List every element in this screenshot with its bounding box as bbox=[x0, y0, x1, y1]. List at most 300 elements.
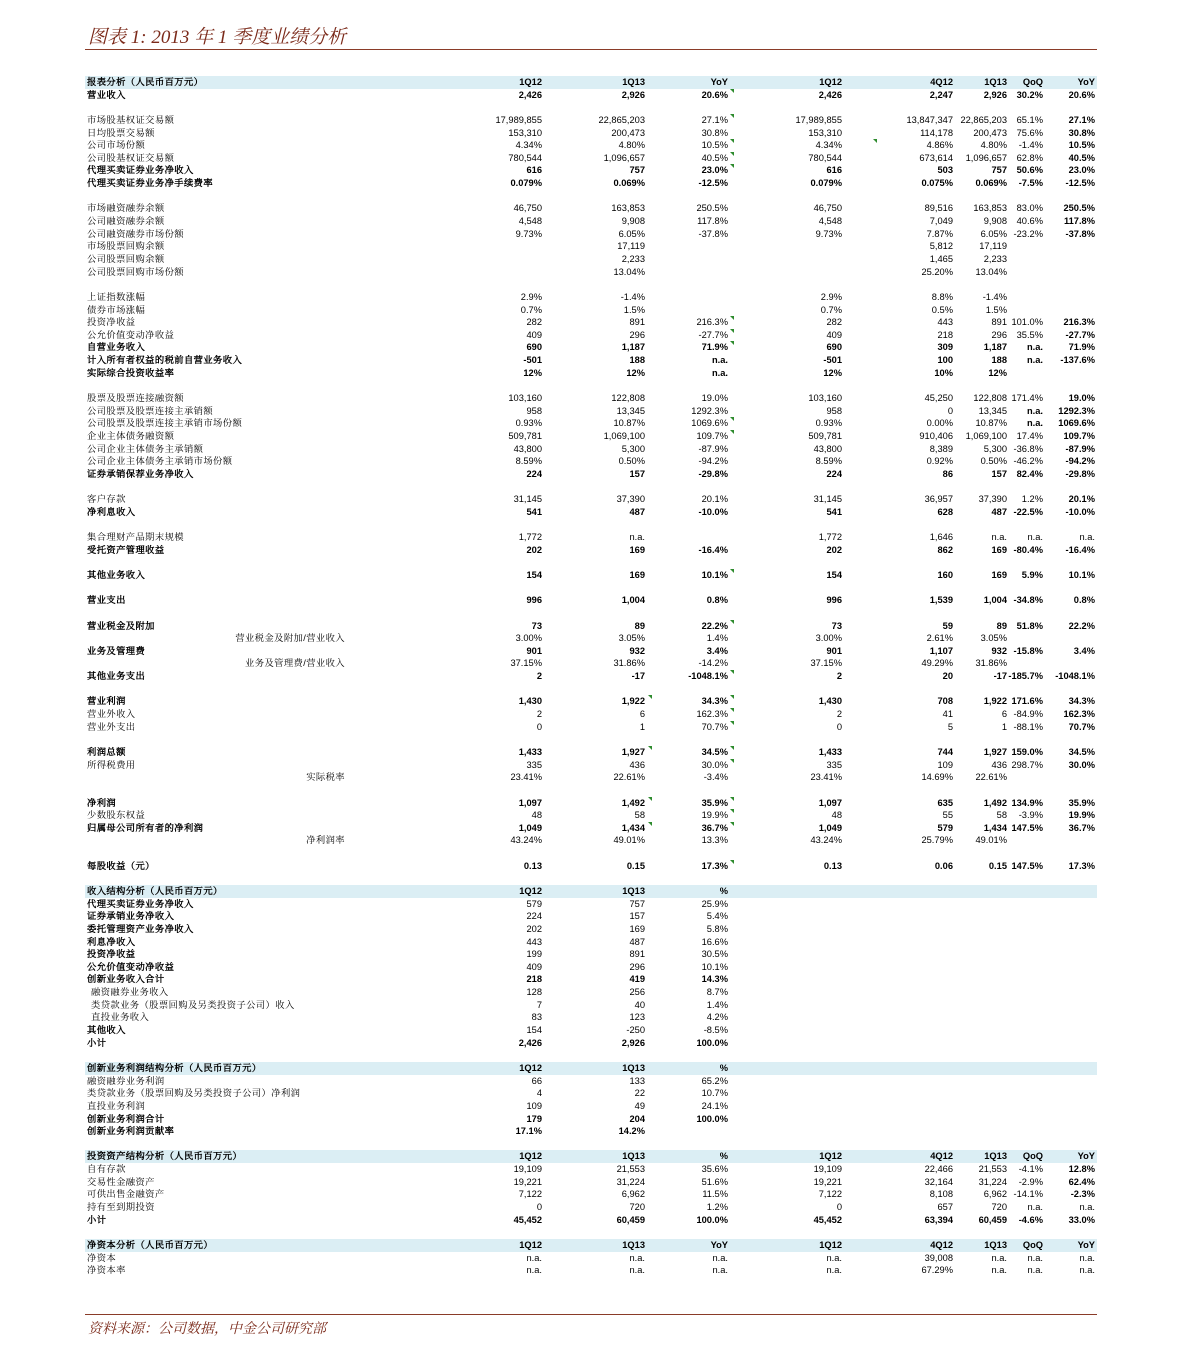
cell-col-6: 891 bbox=[991, 317, 1007, 328]
cell-col-6: 487 bbox=[991, 506, 1007, 517]
cell-col-5: 8,108 bbox=[929, 1189, 953, 1200]
spacer-row bbox=[85, 582, 1097, 595]
row-label: 市场股票回购余额 bbox=[87, 241, 165, 252]
row-label: 直投业务利润 bbox=[87, 1100, 146, 1111]
cell-col-4: 224 bbox=[826, 468, 842, 479]
cell-col-1: 4.34% bbox=[515, 140, 542, 151]
table-row bbox=[85, 1201, 1097, 1214]
cell-col-8: 117.8% bbox=[1063, 216, 1095, 227]
table-row bbox=[85, 1075, 1097, 1088]
cell-col-6: 58 bbox=[996, 810, 1007, 821]
table-row bbox=[85, 910, 1097, 923]
cell-col-1: 780,544 bbox=[508, 152, 542, 163]
cell-col-7: 30.2% bbox=[1016, 89, 1043, 100]
cell-col-6: 1,096,657 bbox=[965, 152, 1007, 163]
cell-col-3: 30.8% bbox=[701, 127, 728, 138]
cell-col-5: 4Q12 bbox=[930, 1151, 953, 1162]
cell-col-1: 73 bbox=[531, 620, 542, 631]
cell-col-7: QoQ bbox=[1022, 77, 1043, 87]
cell-col-3: 3.4% bbox=[706, 645, 728, 656]
cell-col-3: 36.7% bbox=[701, 822, 728, 833]
table-row bbox=[85, 1176, 1097, 1189]
cell-col-3: 5.8% bbox=[706, 923, 728, 934]
cell-col-2: 163,853 bbox=[611, 203, 645, 214]
cell-col-2: 757 bbox=[629, 898, 645, 909]
cell-col-1: 179 bbox=[526, 1113, 542, 1124]
cell-col-2: 49 bbox=[634, 1100, 645, 1111]
cell-col-3: 35.6% bbox=[701, 1164, 728, 1175]
row-label: 公司企业主体债务主承销市场份额 bbox=[87, 456, 233, 467]
table-row bbox=[85, 341, 1097, 354]
cell-col-7: n.a. bbox=[1026, 355, 1043, 366]
cell-col-1: 153,310 bbox=[508, 127, 542, 138]
cell-col-3: 0.8% bbox=[706, 595, 728, 606]
cell-col-4: 616 bbox=[826, 165, 842, 176]
cell-col-3: -94.2% bbox=[698, 456, 728, 467]
cell-col-5: 657 bbox=[937, 1202, 953, 1213]
cell-col-8: 10.5% bbox=[1068, 140, 1095, 151]
cell-col-2: 22 bbox=[634, 1088, 645, 1099]
cell-col-1: 2,426 bbox=[518, 89, 542, 100]
cell-col-2: 12% bbox=[626, 367, 645, 378]
spacer-row bbox=[85, 607, 1097, 620]
table-row bbox=[85, 594, 1097, 607]
cell-col-3: -16.4% bbox=[698, 544, 728, 555]
cell-col-6: 1 bbox=[1001, 721, 1007, 732]
cell-col-1: 1,430 bbox=[518, 696, 542, 707]
cell-col-2: 256 bbox=[629, 987, 645, 998]
cell-col-3: n.a. bbox=[711, 367, 728, 378]
cell-col-5: 89,516 bbox=[924, 203, 953, 214]
cell-col-2: 6 bbox=[639, 709, 645, 720]
cell-col-7: 101.0% bbox=[1011, 317, 1043, 328]
cell-col-2: 122,808 bbox=[611, 393, 645, 404]
cell-col-2: 296 bbox=[629, 961, 645, 972]
cell-col-3: n.a. bbox=[712, 1265, 728, 1276]
cell-col-1: 1Q12 bbox=[519, 886, 542, 896]
cell-col-8: 19.9% bbox=[1068, 810, 1095, 821]
cell-col-1: 1Q12 bbox=[519, 77, 542, 87]
cell-col-3: 11.5% bbox=[702, 1189, 728, 1200]
cell-col-4: 48 bbox=[831, 810, 842, 821]
cell-col-8: 0.8% bbox=[1073, 595, 1095, 606]
cell-col-6: 37,390 bbox=[978, 494, 1007, 505]
cell-col-6: 296 bbox=[991, 329, 1007, 340]
cell-col-5: 45,250 bbox=[924, 393, 953, 404]
cell-col-8: 1069.6% bbox=[1058, 418, 1095, 429]
cell-col-5: 14.69% bbox=[921, 772, 953, 783]
cell-col-3: % bbox=[719, 1151, 728, 1162]
row-label: 公司股票及股票连接主承销市场份额 bbox=[87, 418, 243, 429]
row-label: 投资净收益 bbox=[87, 317, 136, 328]
row-label: 公允价值变动净收益 bbox=[87, 961, 175, 972]
cell-col-2: 0.15 bbox=[626, 860, 645, 871]
cell-col-3: -8.5% bbox=[703, 1025, 728, 1036]
cell-col-4: 282 bbox=[826, 317, 842, 328]
green-flag-icon bbox=[730, 152, 734, 156]
spacer-row bbox=[85, 872, 1097, 885]
cell-col-3: 1069.6% bbox=[691, 418, 728, 429]
section-header-row bbox=[85, 1239, 1097, 1252]
cell-col-4: 7,122 bbox=[818, 1189, 842, 1200]
cell-col-1: 19,109 bbox=[513, 1164, 542, 1175]
cell-col-1: 43,800 bbox=[513, 443, 542, 454]
green-flag-icon bbox=[730, 670, 734, 674]
green-flag-icon bbox=[730, 809, 734, 813]
cell-col-8: 10.1% bbox=[1068, 569, 1095, 580]
cell-col-8: 62.4% bbox=[1068, 1176, 1095, 1187]
table-row bbox=[85, 1024, 1097, 1037]
cell-col-7: 171.4% bbox=[1011, 393, 1043, 404]
cell-col-8: 109.7% bbox=[1063, 430, 1095, 441]
table-row bbox=[85, 961, 1097, 974]
table-row bbox=[85, 493, 1097, 506]
table-row bbox=[85, 114, 1097, 127]
cell-col-6: 169 bbox=[991, 544, 1007, 555]
cell-col-1: 1,433 bbox=[518, 746, 542, 757]
cell-col-5: 1,646 bbox=[929, 532, 953, 543]
cell-col-4: 1Q12 bbox=[819, 1239, 842, 1250]
cell-col-3: 1292.3% bbox=[691, 405, 728, 416]
table-row bbox=[85, 89, 1097, 102]
cell-col-2: n.a. bbox=[629, 1252, 645, 1263]
cell-col-8: -87.9% bbox=[1065, 443, 1095, 454]
table-row bbox=[85, 443, 1097, 456]
row-label: 市场股基权证交易额 bbox=[87, 114, 175, 125]
cell-col-3: 40.5% bbox=[701, 152, 728, 163]
cell-col-3: 10.5% bbox=[701, 140, 728, 151]
cell-col-2: 1,069,100 bbox=[603, 430, 645, 441]
cell-col-3: 17.3% bbox=[701, 860, 728, 871]
cell-col-3: 100.0% bbox=[696, 1214, 728, 1225]
cell-col-3: 20.1% bbox=[701, 494, 728, 505]
cell-col-2: 1Q13 bbox=[622, 1151, 645, 1162]
cell-col-6: 1,434 bbox=[983, 822, 1007, 833]
cell-col-7: 298.7% bbox=[1011, 759, 1043, 770]
cell-col-4: 1Q12 bbox=[819, 1151, 842, 1162]
table-row bbox=[85, 632, 1097, 645]
cell-col-7: 62.8% bbox=[1016, 152, 1043, 163]
cell-col-2: 1.5% bbox=[623, 304, 645, 315]
row-label: 直投业务收入 bbox=[91, 1012, 150, 1023]
row-label: 利润总额 bbox=[87, 746, 126, 757]
row-label: 公司融资融券市场份额 bbox=[87, 228, 184, 239]
cell-col-2: 1,187 bbox=[621, 342, 645, 353]
cell-col-6: 2,233 bbox=[983, 253, 1007, 264]
cell-col-7: QoQ bbox=[1022, 1239, 1043, 1250]
row-label: 实际税率 bbox=[306, 772, 345, 783]
cell-col-2: -17 bbox=[631, 671, 645, 682]
cell-col-8: -10.0% bbox=[1065, 506, 1095, 517]
cell-col-5: 443 bbox=[937, 317, 953, 328]
cell-col-1: -501 bbox=[523, 355, 542, 366]
cell-col-5: 2,247 bbox=[929, 89, 953, 100]
cell-col-6: 31.86% bbox=[975, 658, 1007, 669]
cell-col-7: 51.8% bbox=[1016, 620, 1043, 631]
cell-col-2: 1,922 bbox=[621, 696, 645, 707]
cell-col-2: 9,908 bbox=[621, 216, 645, 227]
spacer-row bbox=[85, 518, 1097, 531]
cell-col-8: -27.7% bbox=[1065, 329, 1095, 340]
cell-col-3: -1048.1% bbox=[688, 671, 728, 682]
cell-col-8: 12.8% bbox=[1068, 1164, 1095, 1175]
cell-col-6: 13,345 bbox=[978, 405, 1007, 416]
table-row bbox=[85, 620, 1097, 633]
green-flag-icon bbox=[730, 164, 734, 168]
cell-col-3: 24.1% bbox=[701, 1100, 728, 1111]
cell-col-1: 45,452 bbox=[513, 1214, 542, 1225]
cell-col-3: 71.9% bbox=[701, 342, 728, 353]
cell-col-7: n.a. bbox=[1026, 418, 1043, 429]
table-row bbox=[85, 948, 1097, 961]
cell-col-5: 160 bbox=[937, 569, 953, 580]
table-row bbox=[85, 1100, 1097, 1113]
cell-col-8: YoY bbox=[1077, 1151, 1095, 1162]
cell-col-1: 541 bbox=[526, 506, 542, 517]
table-row bbox=[85, 215, 1097, 228]
table-row bbox=[85, 240, 1097, 253]
spacer-row bbox=[85, 847, 1097, 860]
table-row bbox=[85, 316, 1097, 329]
cell-col-3: 27.1% bbox=[701, 114, 728, 125]
cell-col-1: 901 bbox=[526, 645, 542, 656]
cell-col-7: -80.4% bbox=[1013, 544, 1043, 555]
cell-col-1: 1,772 bbox=[518, 532, 542, 543]
cell-col-7: 50.6% bbox=[1016, 165, 1043, 176]
cell-col-1: 9.73% bbox=[515, 228, 542, 239]
table-row bbox=[85, 455, 1097, 468]
cell-col-5: 8.8% bbox=[931, 291, 953, 302]
cell-col-6: 17,119 bbox=[979, 241, 1007, 252]
cell-col-6: 49.01% bbox=[975, 835, 1007, 846]
cell-col-7: -22.5% bbox=[1013, 506, 1043, 517]
cell-col-2: 169 bbox=[629, 544, 645, 555]
cell-col-3: 10.7% bbox=[701, 1088, 728, 1099]
cell-col-6: 200,473 bbox=[973, 127, 1007, 138]
cell-col-1: 48 bbox=[531, 810, 542, 821]
cell-col-6: 4.80% bbox=[980, 140, 1007, 151]
cell-col-1: 282 bbox=[526, 317, 542, 328]
cell-col-8: n.a. bbox=[1079, 1265, 1095, 1276]
row-label: 融资融券业务收入 bbox=[91, 987, 169, 998]
cell-col-8: -137.6% bbox=[1060, 355, 1095, 366]
cell-col-7: -84.9% bbox=[1013, 709, 1043, 720]
cell-col-1: 0 bbox=[536, 1202, 542, 1213]
cell-col-2: 891 bbox=[629, 949, 645, 960]
cell-col-1: 1Q12 bbox=[519, 1151, 542, 1162]
cell-col-3: 51.6% bbox=[701, 1176, 728, 1187]
cell-col-6: 9,908 bbox=[983, 216, 1007, 227]
table-row bbox=[85, 139, 1097, 152]
cell-col-6: 2,926 bbox=[983, 89, 1007, 100]
cell-col-8: -16.4% bbox=[1065, 544, 1095, 555]
table-row bbox=[85, 1087, 1097, 1100]
cell-col-2: 757 bbox=[629, 165, 645, 176]
row-label: 少数股东权益 bbox=[87, 810, 146, 821]
cell-col-8: n.a. bbox=[1079, 1202, 1095, 1213]
cell-col-5: 579 bbox=[937, 822, 953, 833]
cell-col-7: 134.9% bbox=[1011, 797, 1043, 808]
cell-col-6: n.a. bbox=[991, 1265, 1007, 1276]
cell-col-6: n.a. bbox=[991, 1252, 1007, 1263]
cell-col-1: 202 bbox=[526, 544, 542, 555]
green-flag-icon bbox=[730, 695, 734, 699]
cell-col-1: 12% bbox=[523, 367, 542, 378]
cell-col-3: 216.3% bbox=[696, 317, 728, 328]
cell-col-1: 31,145 bbox=[513, 494, 542, 505]
row-label: 利息净收入 bbox=[87, 936, 136, 947]
cell-col-2: 37,390 bbox=[616, 494, 645, 505]
cell-col-5: 10% bbox=[934, 367, 953, 378]
cell-col-1: 66 bbox=[531, 1075, 542, 1086]
cell-col-6: 1,187 bbox=[983, 342, 1007, 353]
table-row bbox=[85, 1214, 1097, 1227]
table-row bbox=[85, 202, 1097, 215]
cell-col-4: 2 bbox=[836, 709, 842, 720]
cell-col-7: -1.4% bbox=[1018, 140, 1043, 151]
cell-col-4: 335 bbox=[826, 759, 842, 770]
green-flag-icon bbox=[730, 569, 734, 573]
cell-col-2: 1,927 bbox=[621, 746, 645, 757]
cell-col-4: 2.9% bbox=[820, 291, 842, 302]
cell-col-1: 4,548 bbox=[518, 216, 542, 227]
cell-col-1: 1,097 bbox=[518, 797, 542, 808]
cell-col-2: 1 bbox=[639, 721, 645, 732]
cell-col-2: 419 bbox=[629, 974, 645, 985]
cell-col-3: 100.0% bbox=[696, 1037, 728, 1048]
row-label: 类贷款业务（股票回购及另类投资子公司）收入 bbox=[91, 999, 295, 1010]
cell-col-1: 7 bbox=[536, 999, 542, 1010]
cell-col-4: 17,989,855 bbox=[795, 114, 842, 125]
cell-col-3: 19.9% bbox=[701, 810, 728, 821]
row-label: 创新业务收入合计 bbox=[87, 974, 165, 985]
cell-col-8: n.a. bbox=[1079, 532, 1095, 543]
cell-col-5: 862 bbox=[937, 544, 953, 555]
cell-col-7: 82.4% bbox=[1016, 468, 1043, 479]
row-label: 债券市场涨幅 bbox=[87, 304, 146, 315]
row-label: 计入所有者权益的税前自营业务收入 bbox=[87, 355, 243, 366]
cell-col-3: 13.3% bbox=[701, 835, 728, 846]
cell-col-5: 8,389 bbox=[929, 443, 953, 454]
cell-col-6: 0.50% bbox=[980, 456, 1007, 467]
row-label: 自有存款 bbox=[87, 1164, 126, 1175]
cell-col-2: 932 bbox=[629, 645, 645, 656]
cell-col-7: -34.8% bbox=[1013, 595, 1043, 606]
cell-col-5: 4.86% bbox=[926, 140, 953, 151]
table-row bbox=[85, 1037, 1097, 1050]
table-row bbox=[85, 973, 1097, 986]
row-label: 其他收入 bbox=[87, 1025, 126, 1036]
cell-col-1: 23.41% bbox=[510, 772, 542, 783]
cell-col-4: n.a. bbox=[826, 1252, 842, 1263]
cell-col-5: 114,178 bbox=[920, 127, 953, 138]
spacer-row bbox=[85, 784, 1097, 797]
cell-col-2: 17,119 bbox=[617, 241, 645, 252]
cell-col-8: 162.3% bbox=[1063, 709, 1095, 720]
cell-col-7: n.a. bbox=[1027, 532, 1043, 543]
cell-col-8: -12.5% bbox=[1065, 178, 1095, 189]
cell-col-4: 153,310 bbox=[808, 127, 842, 138]
cell-col-3: 30.0% bbox=[701, 759, 728, 770]
cell-col-3: 4.2% bbox=[706, 1012, 728, 1023]
table-row bbox=[85, 809, 1097, 822]
cell-col-5: 36,957 bbox=[924, 494, 953, 505]
cell-col-4: 0.7% bbox=[820, 304, 842, 315]
table-row bbox=[85, 291, 1097, 304]
cell-col-3: n.a. bbox=[712, 1252, 728, 1263]
cell-col-6: 21,553 bbox=[978, 1164, 1007, 1175]
section-header-row bbox=[85, 1150, 1097, 1163]
cell-col-2: 89 bbox=[634, 620, 645, 631]
cell-col-1: 335 bbox=[526, 759, 542, 770]
table-row bbox=[85, 354, 1097, 367]
cell-col-2: 58 bbox=[634, 810, 645, 821]
cell-col-4: 43,800 bbox=[813, 443, 842, 454]
cell-col-4: 31,145 bbox=[813, 494, 842, 505]
cell-col-7: 147.5% bbox=[1011, 822, 1043, 833]
green-flag-icon bbox=[730, 860, 734, 864]
cell-col-1: 443 bbox=[526, 936, 542, 947]
cell-col-8: 250.5% bbox=[1063, 203, 1095, 214]
cell-col-1: 996 bbox=[526, 595, 542, 606]
cell-col-1: 128 bbox=[526, 987, 542, 998]
row-label: 小计 bbox=[87, 1037, 107, 1048]
cell-col-6: 22,865,203 bbox=[960, 114, 1007, 125]
cell-col-8: 36.7% bbox=[1068, 822, 1095, 833]
cell-col-4: 0 bbox=[836, 721, 842, 732]
cell-col-4: 19,109 bbox=[813, 1164, 842, 1175]
cell-col-4: 0.079% bbox=[810, 178, 842, 189]
cell-col-7: 171.6% bbox=[1011, 696, 1043, 707]
cell-col-7: 5.9% bbox=[1021, 569, 1043, 580]
cell-col-7: 147.5% bbox=[1011, 860, 1043, 871]
cell-col-8: -2.3% bbox=[1070, 1189, 1095, 1200]
cell-col-1: 154 bbox=[526, 1025, 542, 1036]
cell-col-6: 6.05% bbox=[980, 228, 1007, 239]
cell-col-3: -3.4% bbox=[703, 772, 728, 783]
cell-col-3: -87.9% bbox=[698, 443, 728, 454]
row-label: 市场融资融券余额 bbox=[87, 203, 165, 214]
cell-col-4: 23.41% bbox=[810, 772, 842, 783]
cell-col-6: 436 bbox=[991, 759, 1007, 770]
cell-col-8: 30.8% bbox=[1068, 127, 1095, 138]
table-row bbox=[85, 657, 1097, 670]
cell-col-5: 86 bbox=[942, 468, 953, 479]
table-row bbox=[85, 253, 1097, 266]
cell-col-3: 10.1% bbox=[701, 961, 728, 972]
cell-col-2: 60,459 bbox=[616, 1214, 645, 1225]
green-flag-icon bbox=[648, 695, 652, 699]
table-row bbox=[85, 1011, 1097, 1024]
row-label: 公司融资融券余额 bbox=[87, 216, 165, 227]
table-row bbox=[85, 152, 1097, 165]
cell-col-7: -88.1% bbox=[1013, 721, 1043, 732]
cell-col-7: 65.1% bbox=[1016, 114, 1043, 125]
table-row bbox=[85, 822, 1097, 835]
spacer-row bbox=[85, 481, 1097, 494]
cell-col-7: 83.0% bbox=[1016, 203, 1043, 214]
table-row bbox=[85, 695, 1097, 708]
cell-col-4: 37.15% bbox=[810, 658, 842, 669]
row-label: 公允价值变动净收益 bbox=[87, 329, 175, 340]
row-label: 所得税费用 bbox=[87, 759, 136, 770]
cell-col-3: 162.3% bbox=[696, 709, 728, 720]
cell-col-2: 2,233 bbox=[621, 253, 645, 264]
cell-col-3: YoY bbox=[710, 1239, 728, 1250]
cell-col-2: 296 bbox=[629, 329, 645, 340]
row-label: 股票及股票连接融资额 bbox=[87, 393, 184, 404]
cell-col-8: 40.5% bbox=[1068, 152, 1095, 163]
